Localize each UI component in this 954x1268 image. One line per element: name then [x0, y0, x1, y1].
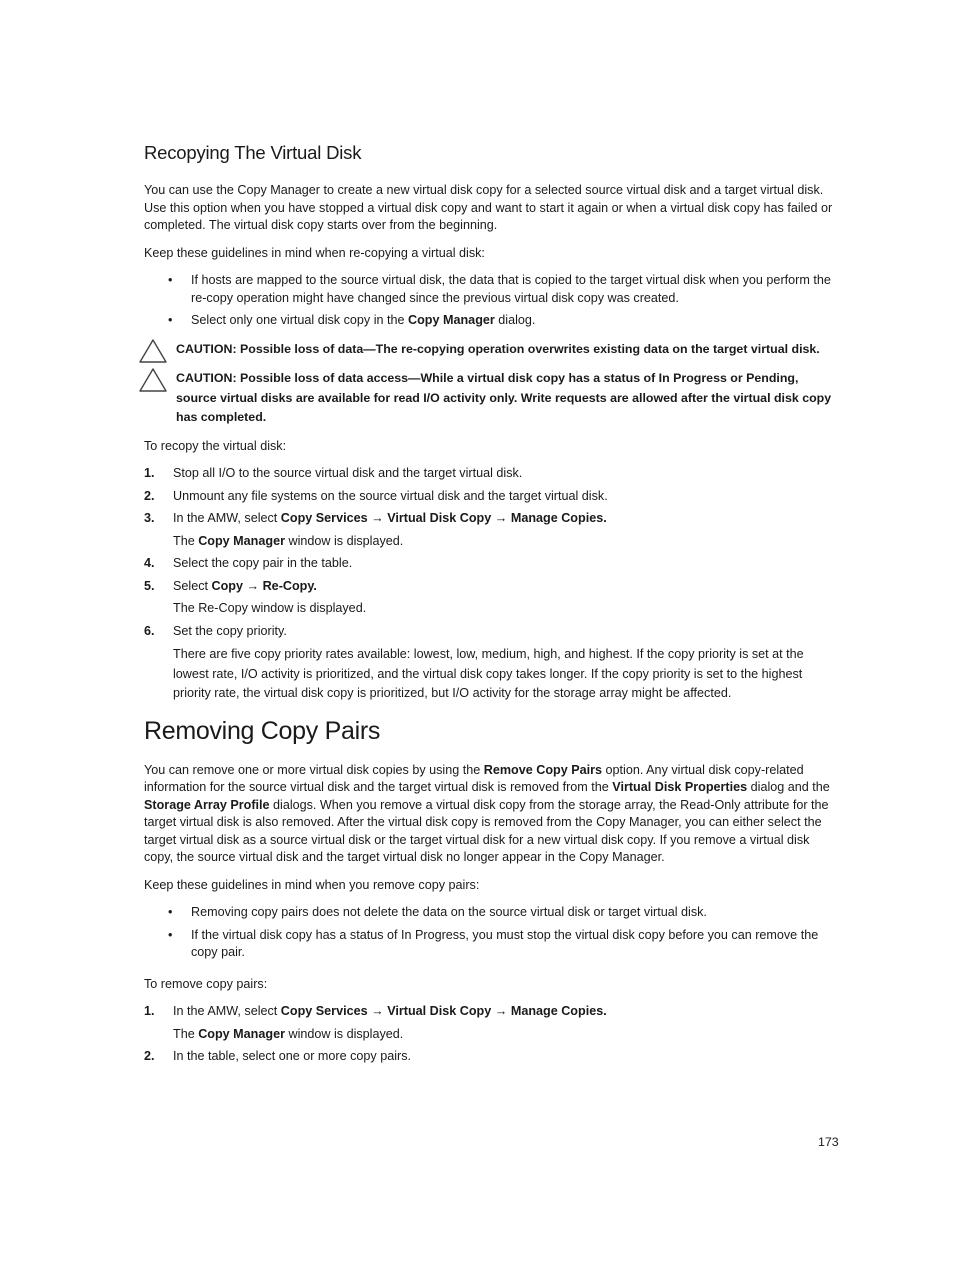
remove-intro-paragraph	[144, 762, 838, 867]
step-text: Select	[173, 578, 212, 593]
remove-procedure-lead: To remove copy pairs:	[144, 976, 268, 991]
step-number: 3.	[144, 511, 155, 525]
remove-steps-list	[144, 1003, 838, 1066]
step-text: Unmount any file systems on the source virtual disk and the target virtual disk.	[173, 488, 608, 503]
ui-term-virtual-disk-properties: Virtual Disk Properties	[612, 780, 748, 794]
step-result: The Re-Copy window is displayed.	[173, 601, 367, 615]
list-item	[144, 272, 838, 307]
bullet-icon: •	[168, 273, 173, 287]
step-number: 1.	[144, 466, 155, 480]
warning-triangle-icon	[138, 367, 168, 393]
paragraph-text: dialogs. When you remove a virtual disk copy from the storage array, the Read-Only attribute for the target virtual disk is also removed. After the virtual disk copy is removed from the Copy Manager, you can either select the target virtual disk as a source virtual disk or the target virtual disk for a new virtual disk copy. If you remove a virtual disk copy, the source virtual disk and the target virtual disk no longer appear in the Copy Manager.	[144, 797, 829, 864]
ui-term-remove-copy-pairs: Remove Copy Pairs	[483, 762, 603, 777]
paragraph-text: option. Any virtual disk copy-related information for the source virtual disk and the target virtual disk is removed from the	[144, 762, 804, 794]
step-item	[144, 1003, 838, 1043]
step-number: 1.	[144, 1004, 155, 1018]
warning-triangle-icon	[138, 338, 168, 364]
step-result-text: window is displayed.	[284, 533, 404, 548]
menu-path: Copy → Re-Copy.	[211, 578, 317, 593]
step-number: 2.	[144, 488, 155, 503]
section-heading-removing: Removing Copy Pairs	[144, 716, 381, 745]
ui-term-copy-manager: Copy Manager	[408, 313, 495, 327]
ui-term-copy-manager: Copy Manager	[198, 1026, 285, 1041]
step-text: In the AMW, select	[173, 511, 281, 525]
step-result-text: window is displayed.	[284, 1026, 404, 1041]
step-text: Select the copy pair in the table.	[173, 556, 353, 570]
recopy-procedure-lead: To recopy the virtual disk:	[144, 438, 287, 453]
step-item	[144, 1048, 838, 1066]
list-item-text: If the virtual disk copy has a status of In Progress, you must stop the virtual disk copy before you can remove the copy pair.	[191, 927, 819, 959]
caution-note	[144, 369, 838, 428]
step-item	[144, 578, 838, 618]
list-item-text: Removing copy pairs does not delete the data on the source virtual disk or target virtual disk.	[191, 905, 707, 919]
step-detail: There are five copy priority rates available: lowest, low, medium, high, and highest. If the copy priority is set at the lowest rate, I/O activity is prioritized, and the virtual disk copy takes longer. If the copy priority is set to the highest priority rate, the virtual disk copy is prioritized, but I/O activity for the storage array might be affected.	[173, 647, 804, 700]
step-item	[144, 465, 838, 483]
caution-text: CAUTION: Possible loss of data access—While a virtual disk copy has a status of In Progress or Pending, source virtual disks are available for read I/O activity only. Write requests are allowed after the virtual disk copy has completed.	[176, 371, 832, 424]
list-item-text: dialog.	[494, 313, 536, 327]
step-result	[173, 1026, 838, 1044]
bullet-icon: •	[168, 927, 173, 942]
step-result	[173, 533, 838, 551]
ui-term-storage-array-profile: Storage Array Profile	[144, 797, 270, 812]
step-text: In the AMW, select	[173, 1004, 281, 1018]
step-result-text: The	[173, 533, 199, 548]
menu-path: Copy Services → Virtual Disk Copy → Manage Copies.	[280, 1004, 607, 1018]
step-text: Set the copy priority.	[173, 623, 287, 638]
recopy-guidelines-lead: Keep these guidelines in mind when re-copying a virtual disk:	[144, 245, 485, 260]
step-number: 4.	[144, 556, 155, 570]
list-item	[144, 312, 838, 330]
step-text: Stop all I/O to the source virtual disk and the target virtual disk.	[173, 466, 523, 480]
bullet-icon: •	[168, 313, 173, 327]
list-item-text: If hosts are mapped to the source virtual disk, the data that is copied to the target virtual disk when you perform the re-copy operation might have changed since the previous virtual disk copy was created.	[191, 273, 831, 305]
menu-path: Copy Services → Virtual Disk Copy → Manage Copies.	[280, 511, 607, 525]
ui-term-copy-manager: Copy Manager	[198, 533, 285, 548]
step-item	[144, 623, 838, 704]
paragraph-text: You can remove one or more virtual disk copies by using the	[144, 762, 484, 777]
section-heading-recopying: Recopying The Virtual Disk	[144, 142, 362, 163]
caution-note	[144, 340, 838, 360]
list-item-text: Select only one virtual disk copy in the	[191, 313, 409, 327]
recopy-guidelines-list	[144, 272, 838, 330]
recopy-intro-paragraph: You can use the Copy Manager to create a new virtual disk copy for a selected source virtual disk and a target virtual disk. Use this option when you have stopped a virtual disk copy and want to start it again or when a virtual disk copy has failed or completed. The virtual disk copy starts over from the beginning.	[144, 183, 833, 232]
page-number: 173	[818, 1135, 839, 1149]
step-item	[144, 555, 838, 573]
step-text: In the table, select one or more copy pairs.	[173, 1049, 412, 1063]
step-number: 6.	[144, 623, 155, 638]
paragraph-text: dialog and the	[747, 780, 830, 794]
bullet-icon: •	[168, 905, 173, 919]
remove-guidelines-lead: Keep these guidelines in mind when you remove copy pairs:	[144, 877, 480, 892]
step-item	[144, 488, 838, 506]
list-item	[144, 904, 838, 922]
remove-guidelines-list	[144, 904, 838, 962]
step-result-text: The	[173, 1026, 199, 1041]
step-item	[144, 510, 838, 550]
step-number: 5.	[144, 578, 155, 593]
caution-text: CAUTION: Possible loss of data—The re-copying operation overwrites existing data on the target virtual disk.	[176, 341, 820, 356]
list-item	[144, 927, 838, 962]
page-content	[144, 140, 838, 1076]
recopy-steps-list	[144, 465, 838, 704]
step-number: 2.	[144, 1049, 155, 1063]
